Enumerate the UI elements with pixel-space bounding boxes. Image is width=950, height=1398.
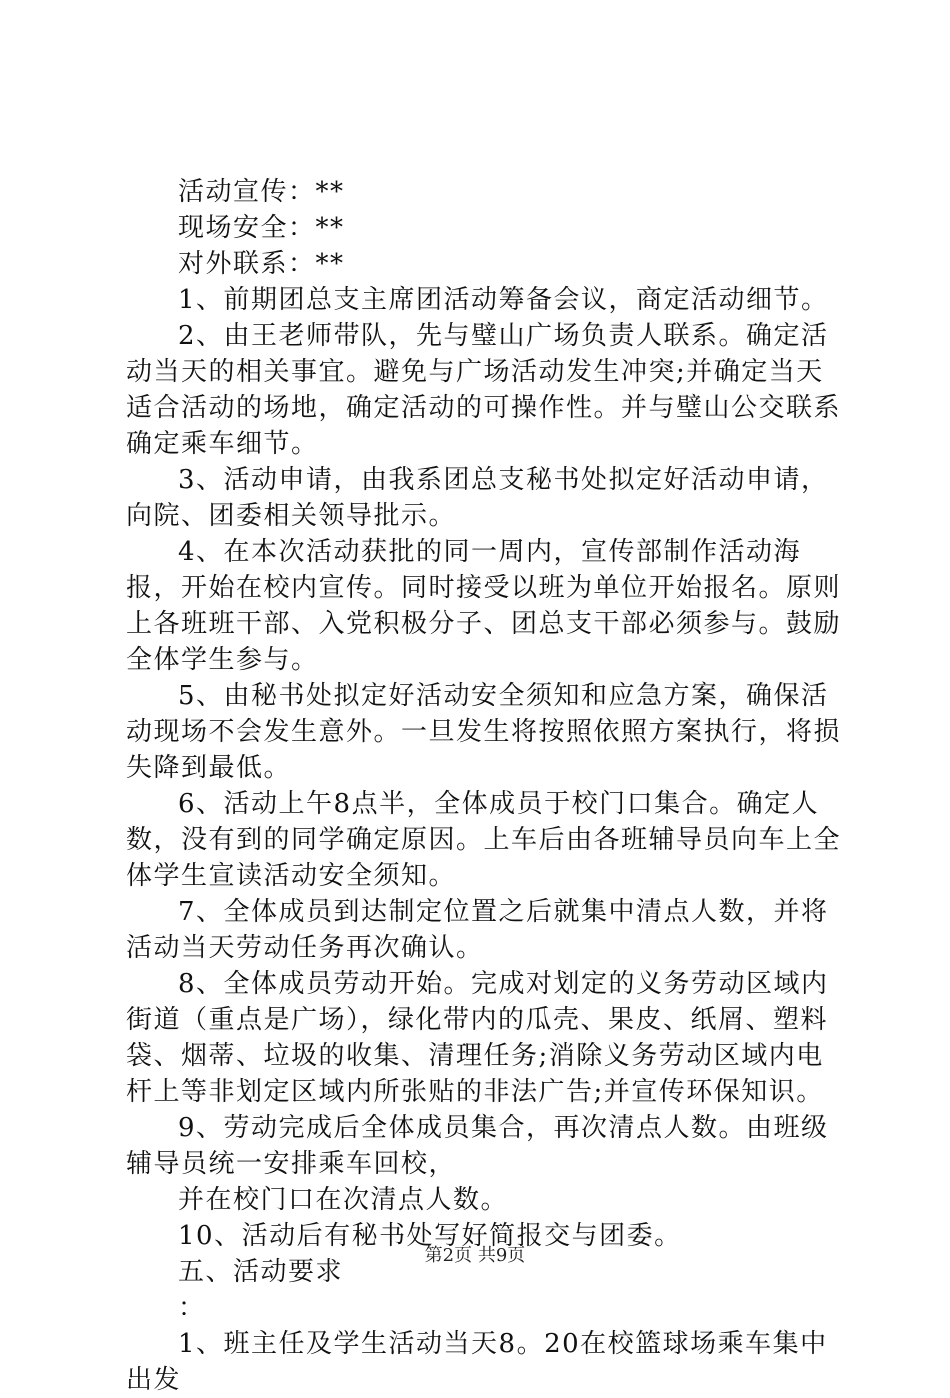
step-10-paragraph: 10、活动后有秘书处写好简报交与团委。 — [178, 1221, 682, 1251]
document-body — [126, 174, 846, 1398]
step-9-paragraph: 9、劳动完成后全体成员集合，再次清点人数。由班级辅导员统一安排乘车回校， — [126, 1113, 829, 1179]
line-site-safety: 现场安全：** — [178, 213, 345, 243]
step-7-paragraph: 7、全体成员到达制定位置之后就集中清点人数，并将活动当天劳动任务再次确认。 — [126, 897, 829, 963]
colon-line: ： — [178, 1293, 206, 1323]
page-footer: 第2页 共9页 — [424, 1245, 526, 1266]
line-external-contact: 对外联系：** — [178, 249, 345, 279]
requirement-1-paragraph: 1、班主任及学生活动当天8。20在校篮球场乘车集中出发 — [126, 1329, 828, 1395]
step-3-paragraph: 3、活动申请，由我系团总支秘书处拟定好活动申请，向院、团委相关领导批示。 — [126, 465, 829, 531]
step-2-paragraph: 2、由王老师带队，先与璧山广场负责人联系。确定活动当天的相关事宜。避免与广场活动发生冲突;并确定当天适合活动的场地，确定活动的可操作性。并与璧山公交联系确定乘车细节。 — [126, 321, 842, 459]
step-9-continuation: 并在校门口在次清点人数。 — [178, 1185, 509, 1215]
section-heading-requirements: 五、活动要求 — [178, 1257, 344, 1287]
step-6-paragraph: 6、活动上午8点半，全体成员于校门口集合。确定人数，没有到的同学确定原因。上车后由各班辅导员向车上全体学生宣读活动安全须知。 — [126, 789, 842, 891]
step-4-paragraph: 4、在本次活动获批的同一周内，宣传部制作活动海报，开始在校内宣传。同时接受以班为单位开始报名。原则上各班班干部、入党积极分子、团总支干部必须参与。鼓励全体学生参与。 — [126, 537, 842, 675]
line-publicity: 活动宣传：** — [178, 177, 345, 207]
step-5-paragraph: 5、由秘书处拟定好活动安全须知和应急方案，确保活动现场不会发生意外。一旦发生将按照依照方案执行，将损失降到最低。 — [126, 681, 842, 783]
step-1-paragraph: 1、前期团总支主席团活动筹备会议，商定活动细节。 — [178, 285, 829, 315]
step-8-paragraph: 8、全体成员劳动开始。完成对划定的义务劳动区域内街道（重点是广场），绿化带内的瓜壳、果皮、纸屑、塑料袋、烟蒂、垃圾的收集、清理任务;消除义务劳动区域内电杆上等非划定区域内所张贴的非法广告;并宣传环保知识。 — [126, 969, 829, 1107]
